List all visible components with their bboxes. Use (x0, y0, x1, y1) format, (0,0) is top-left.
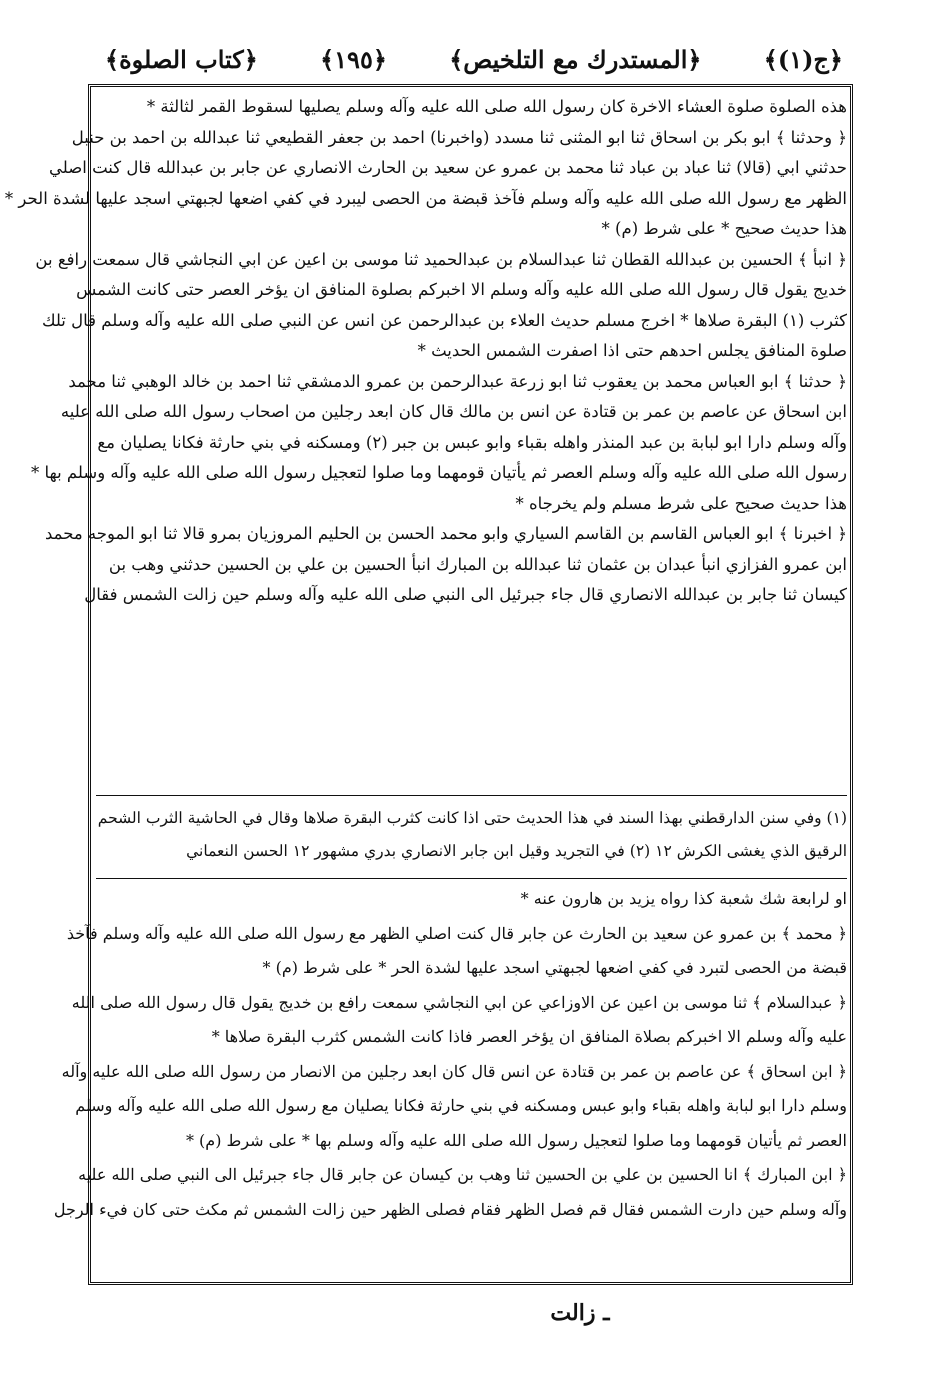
catchword: ـ زالت (550, 1300, 610, 1326)
talkhis-divider (96, 878, 847, 879)
main-text-line: حدثني ابي (قالا) ثنا عباد بن عباد ثنا محمد بن عمرو عن سعيد بن الحارث الانصاري عن جابر بن عبدالله قال كنت اصلي (49, 158, 847, 177)
main-text-line: ﴿ حدثنا ﴾ ابو العباس محمد بن يعقوب ثنا ابو زرعة عبدالرحمن بن عمرو الدمشقي ثنا احمد بن خالد الوهبي ثنا محمد (68, 371, 847, 391)
volume-label: ﴿ج(١)﴾ (763, 44, 843, 74)
talkhis-line: وآله وسلم حين دارت الشمس فقال قم فصل الظهر فقام فصلى الظهر حين زالت الشمس ثم مكث حتى كان فيء الرجل (53, 1199, 847, 1219)
talkhis-line: ﴿ ابن اسحاق ﴾ عن عاصم بن عمر بن قتادة عن انس قال كان ابعد رجلين من الانصار من رسول الله صلى الله عليه وآله (61, 1061, 847, 1081)
talkhis-line: ﴿ عبدالسلام ﴾ ثنا موسى بن اعين عن الاوزاعي عن ابي النجاشي سمعت رافع بن خديج يقول قال رسول الله صلى الله (71, 992, 847, 1012)
page-header (105, 38, 843, 80)
talkhis-line: ﴿ ابن المبارك ﴾ انا الحسين بن علي بن الحسين ثنا وهب بن كيسان عن جابر قال جاء جبرئيل الى النبي صلى الله عليه (78, 1165, 847, 1184)
main-text-line: كيسان ثنا جابر بن عبدالله الانصاري قال جاء جبرئيل الى النبي صلى الله عليه وآله وسلم حين زالت الشمس فقال (84, 585, 847, 604)
book-title: ﴿المستدرك مع التلخيص﴾ (449, 44, 702, 74)
chapter-title: ﴿كتاب الصلوة﴾ (105, 44, 258, 74)
talkhis-line: العصر ثم يأتيان قومهما وما صلوا لتعجيل رسول الله صلى الله عليه وآله وسلم بها * على شرط (م) * (185, 1130, 847, 1150)
main-text-line: الظهر مع رسول الله صلى الله عليه وآله وسلم فآخذ قبضة من الحصى ليبرد في كفي اضعها لجبهتي اسجد عليها لشدة الحر * (4, 188, 847, 208)
main-text-line: ﴿ انبأ ﴾ الحسين بن عبدالله القطان ثنا عبدالسلام بن عبدالحميد ثنا موسى بن اعين عن ابي النجاشي قال سمعت رافع بن (35, 249, 847, 269)
talkhis-line: عليه وآله وسلم الا اخبركم بصلاة المنافق ان يؤخر العصر فاذا كانت الشمس كثرب البقرة صلاها * (211, 1027, 847, 1046)
main-text-line: كثرب (١) البقرة صلاها * اخرج مسلم حديث العلاء بن عبدالرحمن عن انس عن النبي صلى الله عليه وآله وسلم قال تلك (41, 310, 847, 330)
talkhis-line: قبضة من الحصى لتبرد في كفي اضعها لجبهتي اسجد عليها لشدة الحر * على شرط (م) * (262, 958, 847, 977)
main-text-line: ﴿ وحدثنا ﴾ ابو بكر بن اسحاق ثنا ابو المثنى ثنا مسدد (واخبرنا) احمد بن جعفر القطيعي ثنا عبدالله بن احمد بن حنبل (71, 127, 847, 147)
main-text-line: ﴿ اخبرنا ﴾ ابو العباس القاسم بن القاسم السياري وابو محمد الحسن بن الحليم المروزيان بمرو قالا ثنا ابو الموجه محمد (45, 524, 847, 543)
footnote-divider (96, 795, 847, 796)
talkhis-block (53, 882, 847, 1227)
talkhis-line: او لرابعة شك شعبة كذا رواه يزيد بن هارون عنه * (520, 889, 847, 908)
main-text-line: صلوة المنافق يجلس احدهم حتى اذا اصفرت الشمس الحديث * (417, 341, 847, 360)
main-text-block (4, 92, 847, 792)
talkhis-line: ﴿ محمد ﴾ بن عمرو عن سعيد بن الحارث عن جابر قال كنت اصلي الظهر مع رسول الله صلى الله عليه وآله وسلم فآخذ (66, 923, 847, 943)
main-text-line: هذا حديث صحيح على شرط مسلم ولم يخرجاه * (515, 493, 847, 513)
main-text-line: وآله وسلم دارا ابو لبابة بن عبد المنذر واهله بقباء وابو عبس بن جبر (٢) ومسكنه في بني حارثة فكانا يصليان مع (97, 432, 847, 452)
main-text-line: ابن اسحاق عن عاصم بن عمر بن قتادة عن انس بن مالك قال كان ابعد رجلين من اصحاب رسول الله صلى الله عليه (60, 402, 847, 421)
main-text-line: خديج يقول قال رسول الله صلى الله عليه وآله وسلم الا اخبركم بصلوة المنافق ان يؤخر العصر حتى كانت الشمس (76, 280, 847, 299)
main-text-line: هذا حديث صحيح * على شرط (م) * (601, 219, 847, 238)
page-number: ﴿١٩٥﴾ (320, 44, 387, 74)
main-text-line: هذه الصلوة صلوة العشاء الاخرة كان رسول الله صلى الله عليه وآله وسلم يصليها لسقوط القمر لثالثة * (146, 97, 847, 116)
main-text-line: رسول الله صلى الله عليه وآله وسلم العصر ثم يأتيان قومهما وما صلوا لتعجيل رسول الله صلى الله عليه وآله وسلم بها * (30, 463, 847, 482)
talkhis-line: وسلم دارا ابو لبابة واهله بقباء وابو عبس ومسكنه في بني حارثة فكانا يصليان مع رسول الله صلى الله عليه وآله وسلم (75, 1096, 847, 1115)
footnotes-block (96, 802, 847, 868)
footnote-line: (١) وفي سنن الدارقطني بهذا السند في هذا الحديث حتى اذا كانت كثرب البقرة صلاها وقال في الحاشية الثرب الشحم (97, 809, 847, 827)
footnote-line: الرقيق الذي يغشى الكرش ١٢ (٢) في التجريد وقيل ابن جابر الانصاري بدري مشهور ١٢ الحسن النعماني (186, 842, 847, 860)
main-text-line: ابن عمرو الفزازي انبأ عبدان بن عثمان ثنا عبدالله بن المبارك انبأ الحسين بن علي بن الحسين حدثني وهب بن (108, 554, 847, 574)
